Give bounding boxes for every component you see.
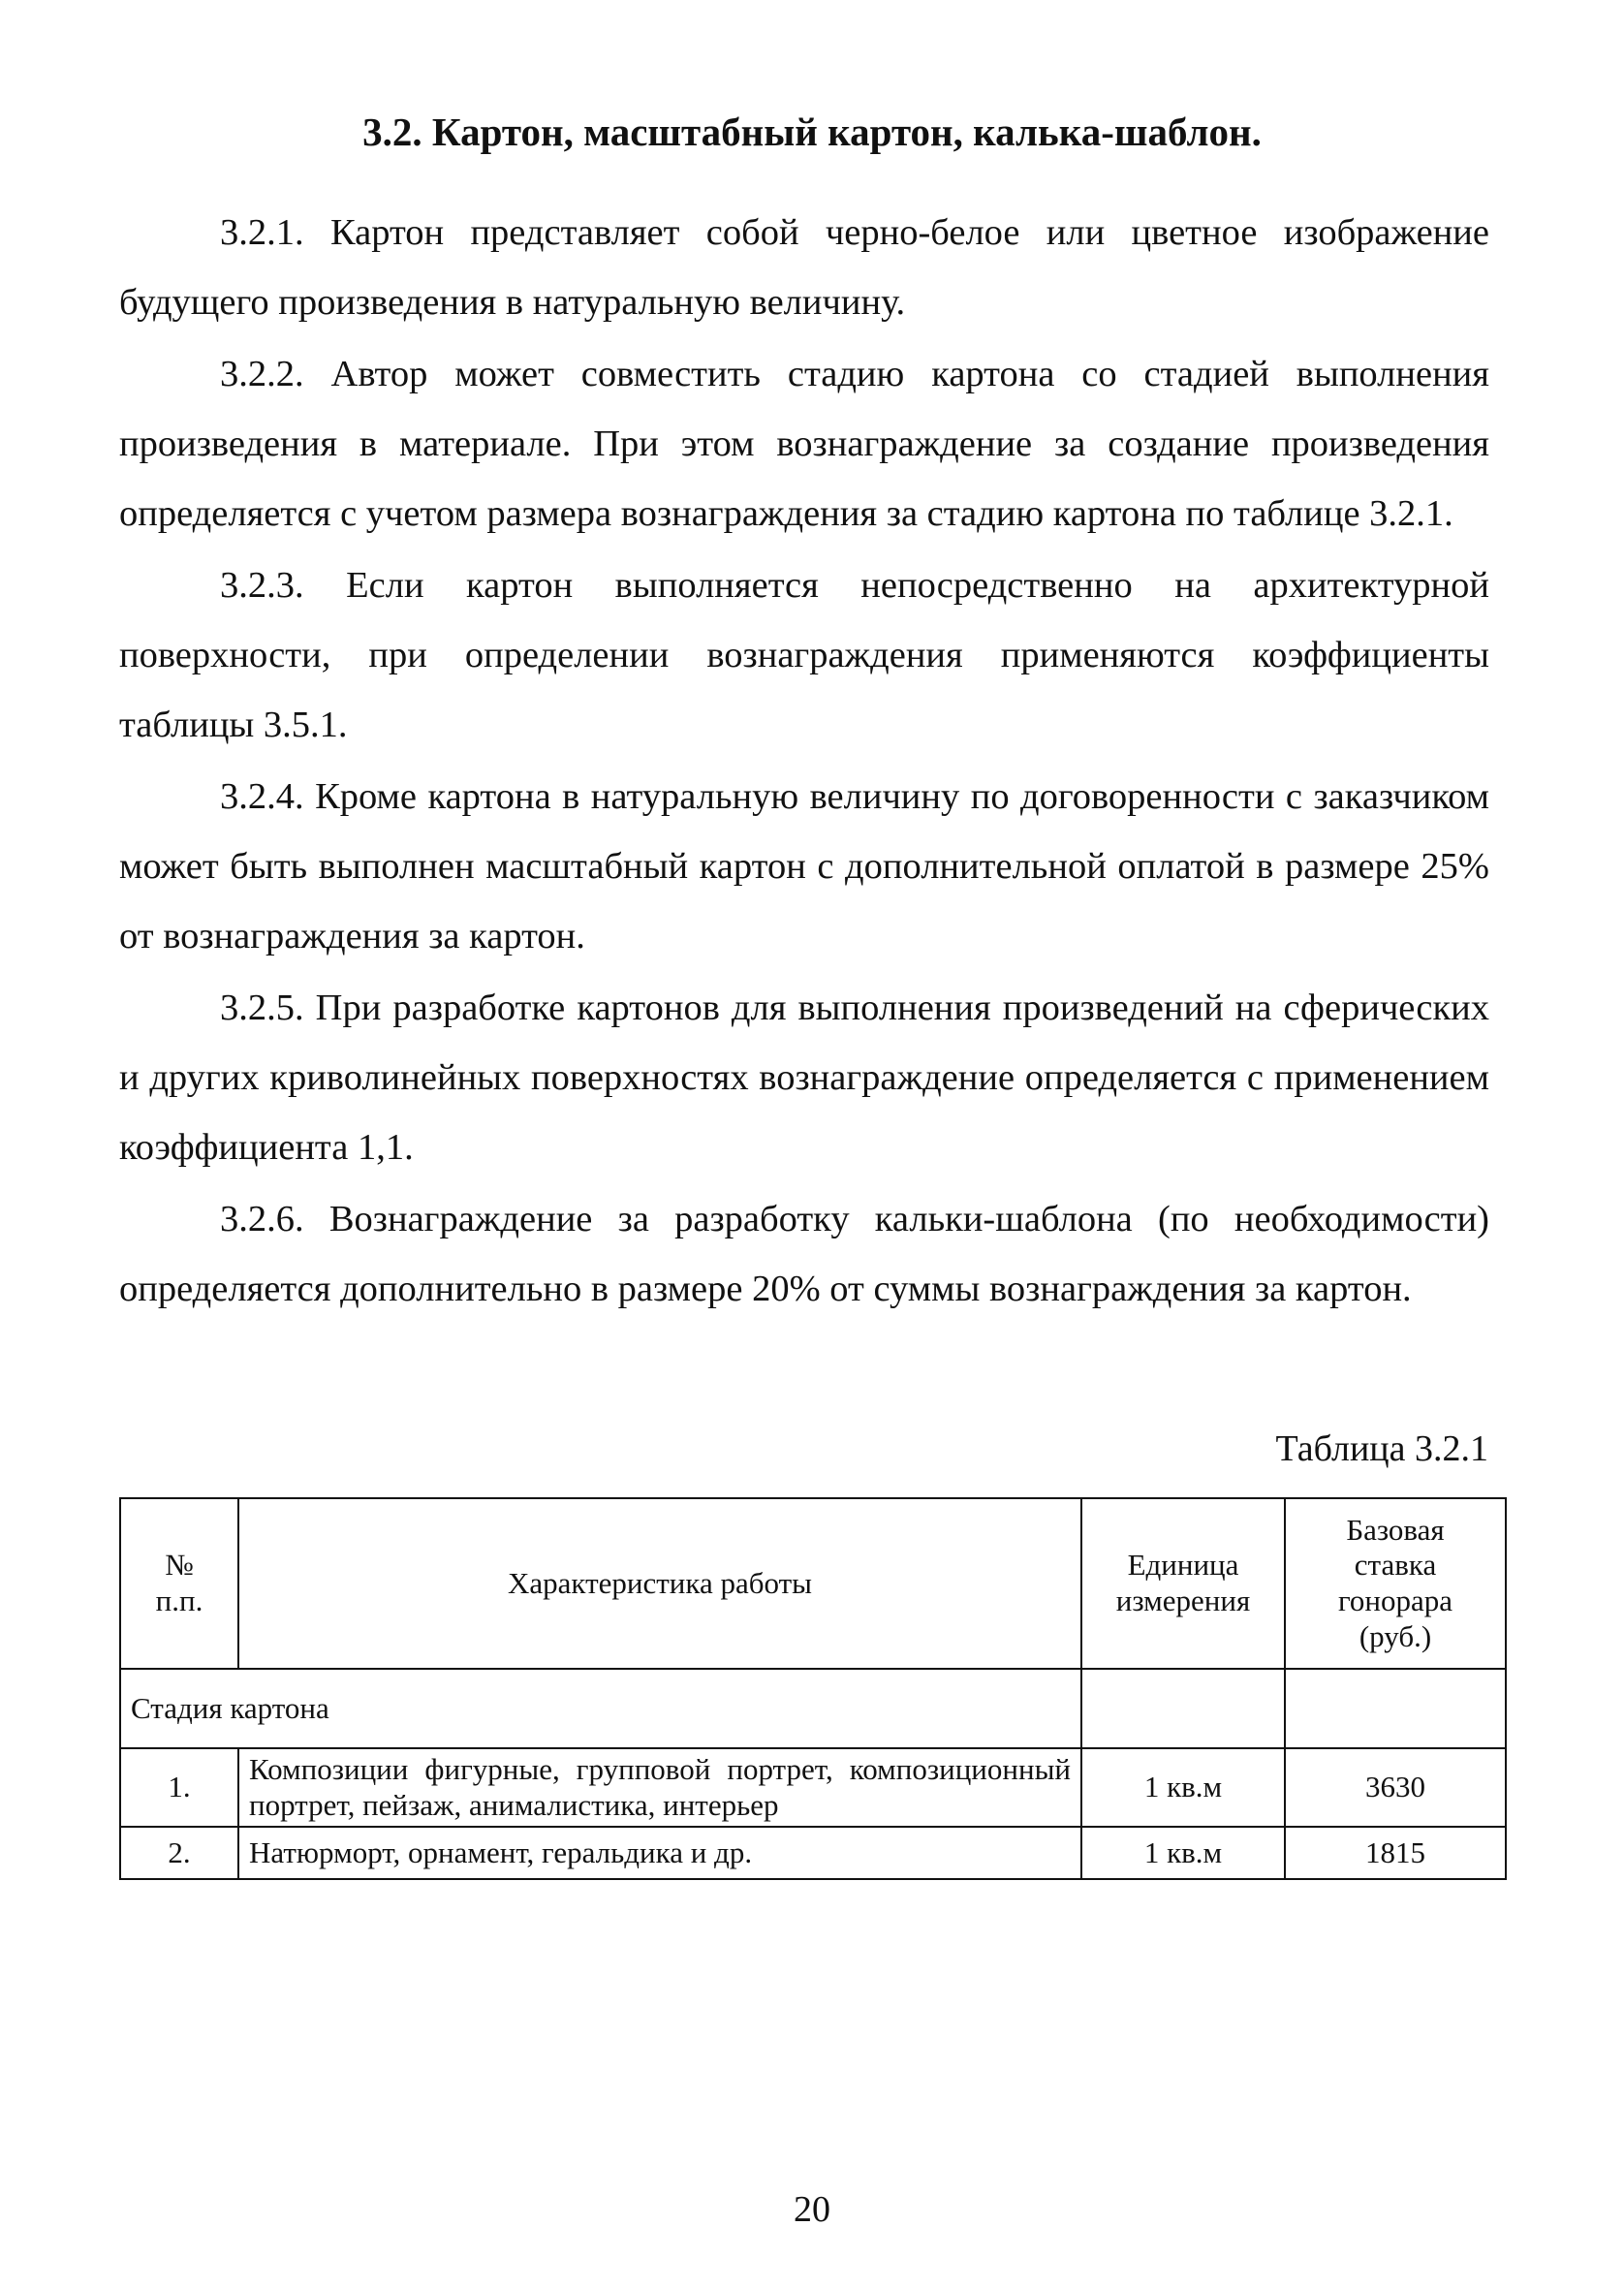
row-description: Натюрморт, орнамент, геральдика и др. (238, 1827, 1081, 1879)
paragraph-3-2-1: 3.2.1. Картон представляет собой черно-белое или цветное изображение будущего произведения в натуральную величину. (119, 212, 1489, 323)
row-number: 1. (120, 1748, 238, 1827)
table-row (120, 1748, 1506, 1827)
paragraph-3-2-6: 3.2.6. Вознаграждение за разработку кальки-шаблона (по необходимости) определяется дополнительно в размере 20% от суммы вознаграждения за картон. (119, 1199, 1489, 1309)
section-heading: 3.2. Картон, масштабный картон, калька-шаблон. (362, 110, 1262, 154)
header-rate (1285, 1498, 1506, 1669)
paragraph-3-2-5: 3.2.5. При разработке картонов для выполнения произведений на сферических и других криволинейных поверхностях вознаграждение определяется с применением коэффициента 1,1. (119, 988, 1489, 1168)
header-number-line: п.п. (155, 1583, 203, 1617)
section-label: Стадия картона (120, 1669, 1081, 1748)
header-rate-line: гонорара (1337, 1583, 1453, 1617)
header-description: Характеристика работы (238, 1498, 1081, 1669)
paragraph-3-2-4: 3.2.4. Кроме картона в натуральную величину по договоренности с заказчиком может быть выполнен масштабный картон с дополнительной оплатой в размере 25% от вознаграждения за картон. (119, 776, 1489, 956)
row-unit: 1 кв.м (1081, 1827, 1285, 1879)
row-rate: 3630 (1285, 1748, 1506, 1827)
row-rate: 1815 (1285, 1827, 1506, 1879)
header-number (120, 1498, 238, 1669)
section-empty-cell (1081, 1669, 1285, 1748)
table-section-row (120, 1669, 1506, 1748)
table-caption: Таблица 3.2.1 (1275, 1428, 1488, 1469)
body-text (119, 198, 1489, 1326)
section-empty-cell (1285, 1669, 1506, 1748)
header-unit-line: Единица (1127, 1548, 1239, 1583)
header-rate-line: ставка (1354, 1548, 1437, 1583)
header-rate-line: Базовая (1346, 1512, 1445, 1547)
row-unit: 1 кв.м (1081, 1748, 1285, 1827)
paragraph-3-2-3: 3.2.3. Если картон выполняется непосредственно на архитектурной поверхности, при определении вознаграждения применяются коэффициенты таблицы 3.5.1. (119, 565, 1489, 745)
header-unit (1081, 1498, 1285, 1669)
row-number: 2. (120, 1827, 238, 1879)
header-number-line: № (165, 1548, 194, 1583)
table-header-row (120, 1498, 1506, 1669)
header-rate-line: (руб.) (1359, 1618, 1432, 1653)
row-description: Композиции фигурные, групповой портрет, композиционный портрет, пейзаж, анималистика, интерьер (238, 1748, 1081, 1827)
rates-table (119, 1497, 1507, 1880)
paragraph-3-2-2: 3.2.2. Автор может совместить стадию картона со стадией выполнения произведения в материале. При этом вознаграждение за создание произведения определяется с учетом размера вознаграждения за стадию картона по таблице 3.2.1. (119, 354, 1489, 534)
header-unit-line: измерения (1115, 1583, 1251, 1617)
table-row (120, 1827, 1506, 1879)
page-number: 20 (794, 2189, 830, 2230)
